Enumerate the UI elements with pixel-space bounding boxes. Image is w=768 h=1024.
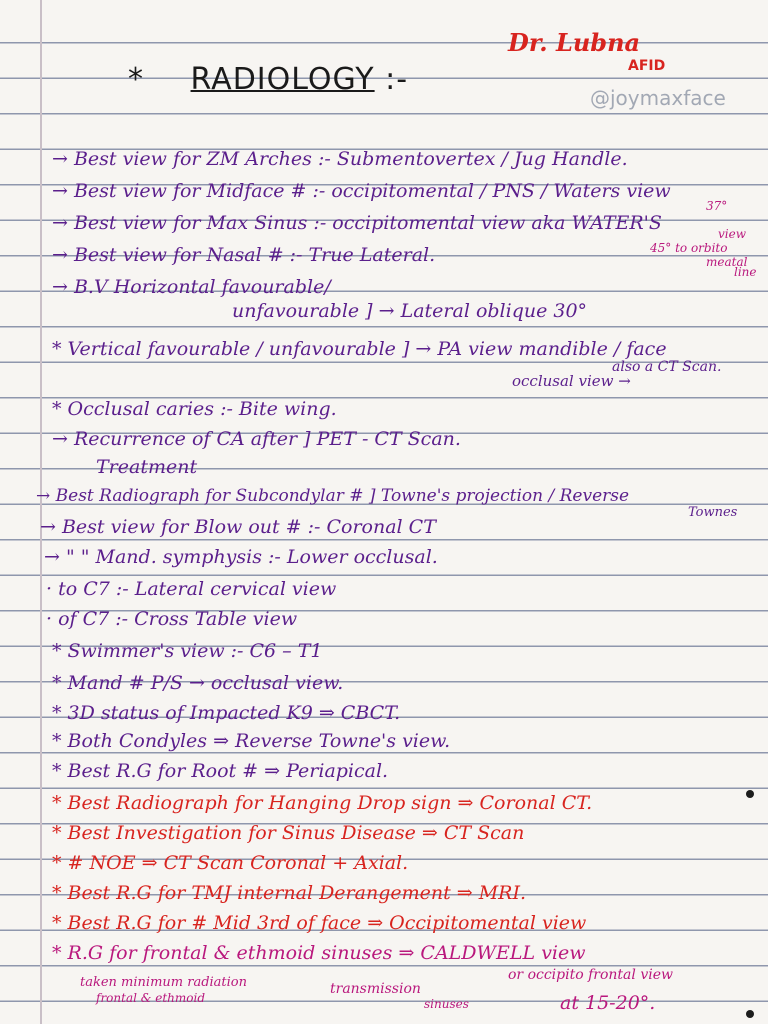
note-line: * # NOE ⇒ CT Scan Coronal + Axial. xyxy=(52,852,409,874)
title-suffix: :- xyxy=(385,62,409,97)
note-line: → Best view for Nasal # :- True Lateral. xyxy=(52,244,436,266)
note-annotation: taken minimum radiation xyxy=(80,975,248,990)
note-line: * Mand # P/S → occlusal view. xyxy=(52,672,344,694)
punch-hole xyxy=(746,790,754,798)
note-line: · to C7 :- Lateral cervical view xyxy=(46,578,337,600)
note-line: * Best R.G for TMJ internal Derangement ⇒ MRI. xyxy=(52,882,527,904)
punch-hole xyxy=(746,1010,754,1018)
note-annotation: or occipito frontal view xyxy=(508,967,673,983)
note-line: occlusal view → xyxy=(512,372,631,390)
note-line: at 15-20°. xyxy=(560,992,656,1014)
note-annotation: sinuses xyxy=(424,997,469,1011)
note-line: → Recurrence of CA after ] PET - CT Scan. xyxy=(52,428,461,450)
note-annotation: meatal xyxy=(706,255,748,269)
note-annotation: 37° xyxy=(706,199,728,213)
note-annotation: frontal & ethmoid xyxy=(96,991,206,1005)
note-line: · of C7 :- Cross Table view xyxy=(46,608,298,630)
title-mark: * xyxy=(128,62,144,97)
title-text: RADIOLOGY xyxy=(190,62,375,97)
note-line: Treatment xyxy=(96,456,198,478)
note-annotation: transmission xyxy=(330,981,421,997)
note-line: unfavourable ] → Lateral oblique 30° xyxy=(232,300,588,322)
note-line: * Both Condyles ⇒ Reverse Towne's view. xyxy=(52,730,451,752)
note-annotation: 45° to orbito xyxy=(650,241,728,255)
note-line: * Best R.G for # Mid 3rd of face ⇒ Occipitomental view xyxy=(52,912,587,934)
note-line: → Best view for Max Sinus :- occipitomental view aka WATER'S xyxy=(52,212,662,234)
note-line: → Best view for Blow out # :- Coronal CT xyxy=(40,516,436,538)
note-line: * Vertical favourable / unfavourable ] → PA view mandible / face xyxy=(52,338,667,360)
note-line: → Best view for Midface # :- occipitomental / PNS / Waters view xyxy=(52,180,671,202)
author-signature: Dr. Lubna xyxy=(508,28,641,57)
margin-line xyxy=(40,0,42,1024)
note-line: → Best view for ZM Arches :- Submentovertex / Jug Handle. xyxy=(52,148,628,170)
note-annotation: Townes xyxy=(688,505,738,520)
note-line: → Best Radiograph for Subcondylar # ] Towne's projection / Reverse xyxy=(36,486,630,506)
note-line: * Best Radiograph for Hanging Drop sign ⇒ Coronal CT. xyxy=(52,792,593,814)
note-line: → " " Mand. symphysis :- Lower occlusal. xyxy=(44,546,438,568)
note-annotation: line xyxy=(734,265,757,279)
note-line: * Occlusal caries :- Bite wing. xyxy=(52,398,337,420)
social-handle: @joymaxface xyxy=(590,86,726,110)
note-annotation: also a CT Scan. xyxy=(612,359,722,375)
note-line: → B.V Horizontal favourable/ xyxy=(52,276,331,298)
note-line: * Best Investigation for Sinus Disease ⇒ CT Scan xyxy=(52,822,525,844)
note-line: * R.G for frontal & ethmoid sinuses ⇒ CALDWELL view xyxy=(52,942,586,964)
page-title xyxy=(128,62,408,97)
note-line: * Best R.G for Root # ⇒ Periapical. xyxy=(52,760,389,782)
note-line: * 3D status of Impacted K9 ⇒ CBCT. xyxy=(52,702,401,724)
author-signature-sub: AFID xyxy=(628,58,666,74)
note-line: * Swimmer's view :- C6 – T1 xyxy=(52,640,323,662)
note-annotation: view xyxy=(718,227,746,241)
